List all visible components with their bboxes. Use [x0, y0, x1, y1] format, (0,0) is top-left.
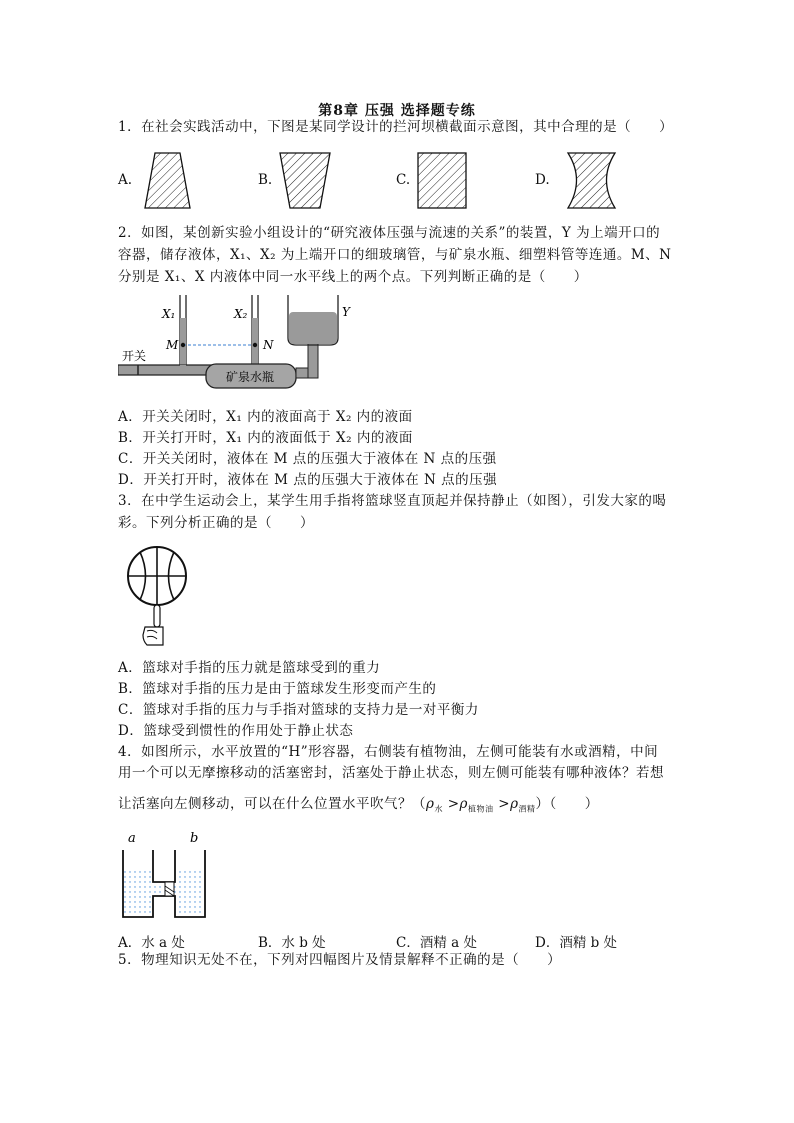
y-label: Y	[342, 305, 350, 319]
q1-stem: 1．在社会实践活动中，下图是某同学设计的拦河坝横截面示意图，其中合理的是（ ）	[118, 119, 674, 135]
x2-label: X₂	[234, 307, 248, 321]
switch-label: 开关	[122, 349, 147, 363]
page-title: 第8章 压强 选择题专练	[318, 103, 476, 119]
dam-shape-d	[568, 153, 615, 208]
q1-option-c-label: C.	[396, 172, 411, 188]
q3-option-b: B．篮球对手指的压力是由于篮球发生形变而产生的	[118, 681, 437, 697]
bottle-label: 矿泉水瓶	[226, 370, 275, 384]
q1-option-a-label: A.	[118, 172, 133, 188]
q4-option-d: D．酒精 b 处	[535, 935, 618, 951]
m-label: M	[166, 338, 179, 352]
h-container-figure	[118, 830, 218, 922]
q1-option-d-label: D.	[535, 172, 550, 188]
x1-label: X₁	[162, 307, 176, 321]
q2-option-a: A．开关关闭时，X₁ 内的液面高于 X₂ 内的液面	[118, 409, 413, 425]
q4-stem-line2: 用一个可以无摩擦移动的活塞密封，活塞处于静止状态，则左侧可能装有哪种液体？若想	[118, 765, 664, 781]
label-b: b	[190, 831, 199, 846]
q4-option-c: C．酒精 a 处	[396, 935, 477, 951]
q4-stem-line3: 让活塞向左侧移动，可以在什么位置水平吹气？$(\rho_水 >\rho_{植物油} >\rho_{酒精})$（ ）	[118, 796, 599, 814]
q5-stem: 5．物理知识无处不在，下列对四幅图片及情景解释不正确的是（ ）	[118, 952, 562, 968]
q2-option-b: B．开关打开时，X₁ 内的液面低于 X₂ 内的液面	[118, 430, 413, 446]
q3-option-d: D．篮球受到惯性的作用处于静止状态	[118, 723, 354, 739]
q1-dam-figures	[140, 148, 620, 218]
q3-option-c: C．篮球对手指的压力与手指对篮球的支持力是一对平衡力	[118, 702, 479, 718]
q3-option-a: A．篮球对手指的压力就是篮球受到的重力	[118, 660, 381, 676]
q4-option-a: A．水 a 处	[118, 935, 185, 951]
q2-stem-line3: 分别是 X₁、X 内液体中同一水平线上的两个点。下列判断正确的是（ ）	[118, 269, 588, 285]
dam-shape-b	[280, 153, 330, 208]
q3-stem-line2: 彩。下列分析正确的是（ ）	[118, 515, 314, 531]
q2-stem-line1: 2．如图，某创新实验小组设计的“研究液体压强与流速的关系”的装置，Y 为上端开口的	[118, 225, 661, 241]
q3-stem-line1: 3．在中学生运动会上，某学生用手指将篮球竖直顶起并保持静止（如图），引发大家的喝	[118, 493, 667, 509]
n-label: N	[263, 338, 274, 352]
basketball-finger-figure	[125, 545, 195, 653]
dam-shape-a	[145, 153, 190, 208]
dam-shape-c	[418, 153, 466, 208]
q2-option-d: D．开关打开时，液体在 M 点的压强大于液体在 N 点的压强	[118, 472, 498, 488]
q2-stem-line2: 容器，储存液体，X₁、X₂ 为上端开口的细玻璃管，与矿泉水瓶、细塑料管等连通。M、N	[118, 247, 672, 263]
q2-apparatus-figure	[118, 290, 378, 400]
q4-option-b: B．水 b 处	[258, 935, 326, 951]
q4-stem-line1: 4．如图所示，水平放置的“H”形容器，右侧装有植物油，左侧可能装有水或酒精，中间	[118, 744, 659, 760]
q1-option-b-label: B.	[258, 172, 273, 188]
label-a: a	[128, 831, 136, 846]
q2-option-c: C．开关关闭时，液体在 M 点的压强大于液体在 N 点的压强	[118, 451, 497, 467]
